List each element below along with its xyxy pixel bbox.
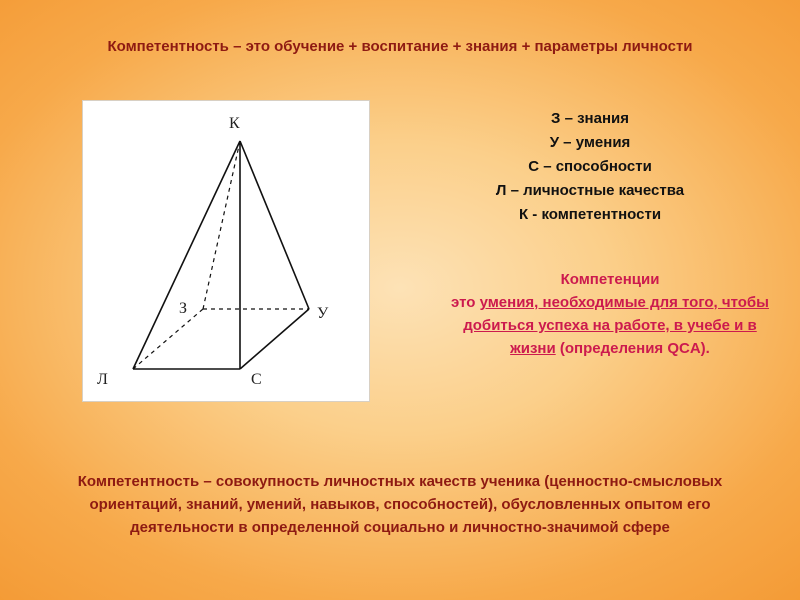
edge-s-u: [240, 309, 309, 369]
edge-k-z: [203, 141, 240, 309]
competence-definition: [440, 268, 780, 360]
vertex-label-l: Л: [97, 371, 108, 388]
vertex-label-k: К: [229, 115, 240, 132]
legend: [455, 107, 725, 227]
legend-item-s: С – способности: [528, 158, 652, 175]
definition-link[interactable]: умения, необходимые для того, чтобы добиться успеха на работе, в учебе и в жизни: [463, 294, 769, 357]
legend-item-u: У – умения: [549, 134, 631, 151]
legend-item-z: З – знания: [551, 110, 629, 127]
page-title: Компетентность – это обучение + воспитание + знания + параметры личности: [107, 38, 693, 55]
edge-k-l: [133, 141, 240, 369]
edge-l-z: [133, 309, 203, 369]
pyramid-diagram: [82, 100, 370, 402]
vertex-label-u: У: [317, 305, 329, 322]
definition-term: Компетенции: [560, 271, 660, 288]
competency-definition-text: Компетентность – совокупность личностных качеств ученика (ценностно-смысловых ориентаций, знаний, умений, навыков, способностей), обусловленных опытом его деятельности в определенной социально и личностно-значимой сфере: [77, 473, 723, 536]
vertex-label-s: С: [251, 371, 262, 388]
edge-k-u: [240, 141, 309, 309]
definition-lead: это: [450, 294, 476, 311]
pyramid-svg: [83, 101, 369, 401]
definition-source: (определения QCA).: [559, 340, 710, 357]
legend-item-k: К - компетентности: [518, 206, 662, 223]
legend-item-l: Л – личностные качества: [495, 182, 685, 199]
vertex-label-z: З: [179, 300, 188, 317]
